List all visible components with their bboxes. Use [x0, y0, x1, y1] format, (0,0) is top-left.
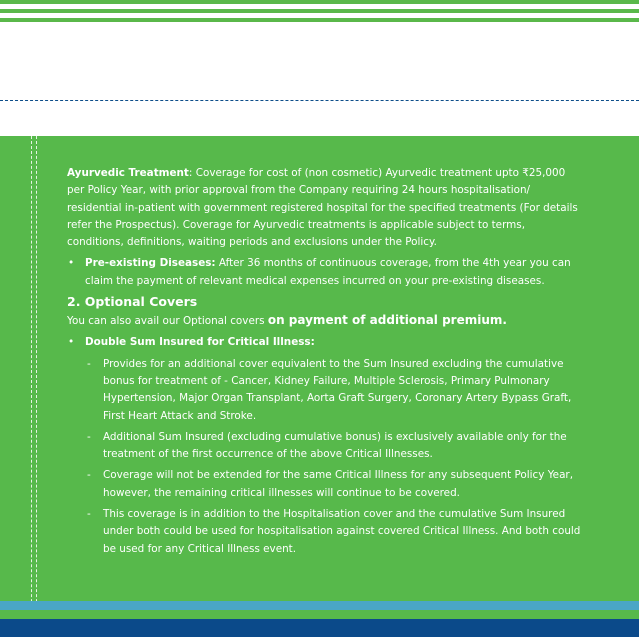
ayurvedic-label: Ayurvedic Treatment — [67, 167, 189, 179]
vertical-dashed-line — [36, 136, 37, 637]
double-sum-bullet — [67, 334, 582, 351]
bullet-icon: • — [68, 336, 75, 349]
list-item — [67, 506, 582, 558]
list-item-text: Coverage will not be extended for the same Critical Illness for any subsequent Policy Year, however, the remaining critical illnesses will continue to be covered. — [103, 469, 574, 499]
list-item-text: Additional Sum Insured (excluding cumulative bonus) is exclusively available only for the treatment of the first occurrence of the above Critical Illnesses. — [103, 430, 567, 461]
preexisting-label: Pre-existing Diseases: — [85, 257, 216, 270]
list-item — [67, 429, 582, 464]
list-item — [67, 356, 582, 425]
document-body — [67, 165, 582, 558]
bottom-stripe — [0, 619, 639, 637]
list-item-text: This coverage is in addition to the Hospitalisation cover and the cumulative Sum Insured under both could be used for hospitalisation against covered Critical Illness. And both could be used for any Critical Illness event. — [103, 508, 581, 555]
optional-intro — [67, 312, 582, 330]
optional-intro-text: You can also avail our Optional covers — [67, 315, 268, 328]
optional-intro-emphasis: on payment of additional premium. — [267, 313, 507, 328]
double-sum-label: Double Sum Insured for Critical Illness: — [85, 336, 315, 349]
top-stripe — [0, 18, 639, 22]
dashed-divider — [0, 100, 639, 101]
ayurvedic-paragraph — [67, 165, 582, 251]
bottom-stripe — [0, 610, 639, 619]
dash-icon: - — [87, 469, 91, 482]
preexisting-text: After 36 months of continuous coverage, from the 4th year you can claim the payment of relevant medical expenses incurred on your pre-existing diseases. — [85, 257, 571, 287]
ayurvedic-text: : Coverage for cost of (non cosmetic) Ayurvedic treatment upto ₹25,000 per Policy Year, with prior approval from the Company requiring 24 hours hospitalisation/ residential in-patient with government registered hospital for the specified treatments (For details refer the Prospectus). Coverage for Ayurvedic treatments is applicable subject to terms, conditions, definitions, waiting periods and exclusions under the Policy. — [67, 167, 578, 249]
bottom-stripe — [0, 601, 639, 610]
top-stripe — [0, 0, 639, 4]
preexisting-bullet — [67, 255, 582, 290]
top-stripe — [0, 9, 639, 13]
section-heading: 2. Optional Covers — [67, 294, 198, 310]
list-item-text: Provides for an additional cover equivalent to the Sum Insured excluding the cumulative bonus for treatment of - Cancer, Kidney Failure, Multiple Sclerosis, Primary Pulmonary Hypertension, Major Organ Transplant, Aorta Graft Surgery, Coronary Artery Bypass Graft, First Heart Attack and Stroke. — [103, 357, 572, 422]
dash-icon: - — [87, 430, 91, 443]
vertical-dashed-line — [31, 136, 32, 637]
dash-icon: - — [87, 357, 91, 370]
bullet-icon: • — [68, 257, 75, 270]
dash-icon: - — [87, 508, 91, 521]
double-sum-list — [67, 356, 582, 558]
list-item — [67, 467, 582, 502]
